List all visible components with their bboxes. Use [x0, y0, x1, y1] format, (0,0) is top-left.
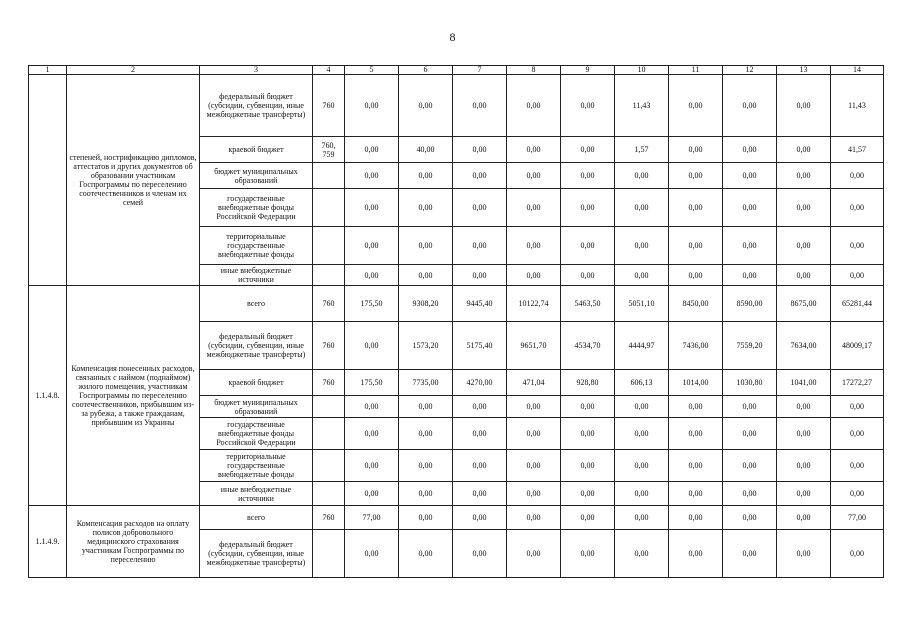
value-cell: 0,00 — [831, 530, 884, 578]
value-cell: 0,00 — [399, 450, 453, 482]
item-description: степеней, нострификацию дипломов, аттестатов и других документов об образовании участникам Госпрограммы по переселению соотечественников и членам их семей — [67, 75, 200, 286]
value-cell: 0,00 — [507, 530, 561, 578]
value-cell: 0,00 — [345, 530, 399, 578]
value-cell: 0,00 — [831, 396, 884, 418]
value-cell: 0,00 — [831, 482, 884, 506]
value-cell: 77,00 — [345, 506, 399, 530]
value-cell: 0,00 — [669, 75, 723, 137]
budget-code — [313, 418, 345, 450]
value-cell: 606,13 — [615, 370, 669, 396]
table-body — [29, 66, 884, 578]
budget-code — [313, 189, 345, 227]
value-cell: 0,00 — [453, 163, 507, 189]
item-description: Компенсация понесенных расходов, связанных с наймом (поднаймом) жилого помещения, участникам Госпрограммы по переселению соотечественников, прибывшим из-за рубежа, а также гражданам, прибывшим из Украины — [67, 286, 200, 506]
value-cell: 0,00 — [453, 482, 507, 506]
funding-source: федеральный бюджет (субсидии, субвенции, иные межбюджетные трансферты) — [200, 75, 313, 137]
value-cell: 0,00 — [669, 227, 723, 265]
value-cell: 0,00 — [669, 163, 723, 189]
header-cell: 7 — [453, 66, 507, 75]
value-cell: 0,00 — [723, 75, 777, 137]
value-cell: 0,00 — [507, 163, 561, 189]
value-cell: 0,00 — [831, 418, 884, 450]
value-cell: 8450,00 — [669, 286, 723, 322]
funding-source: всего — [200, 506, 313, 530]
value-cell: 0,00 — [723, 450, 777, 482]
item-number: 1.1.4.9. — [29, 506, 67, 578]
value-cell: 77,00 — [831, 506, 884, 530]
value-cell: 0,00 — [399, 265, 453, 286]
value-cell: 11,43 — [615, 75, 669, 137]
budget-code — [313, 265, 345, 286]
value-cell: 0,00 — [723, 530, 777, 578]
value-cell: 0,00 — [561, 450, 615, 482]
funding-source: государственные внебюджетные фонды Российской Федерации — [200, 418, 313, 450]
value-cell: 4534,70 — [561, 322, 615, 370]
value-cell: 0,00 — [615, 189, 669, 227]
value-cell: 9651,70 — [507, 322, 561, 370]
value-cell: 0,00 — [777, 227, 831, 265]
value-cell: 0,00 — [615, 530, 669, 578]
value-cell: 0,00 — [723, 506, 777, 530]
value-cell: 0,00 — [777, 189, 831, 227]
item-number — [29, 75, 67, 286]
value-cell: 0,00 — [669, 265, 723, 286]
value-cell: 1014,00 — [669, 370, 723, 396]
value-cell: 41,57 — [831, 137, 884, 163]
budget-code — [313, 163, 345, 189]
value-cell: 0,00 — [453, 137, 507, 163]
budget-code — [313, 482, 345, 506]
value-cell: 0,00 — [723, 482, 777, 506]
value-cell: 0,00 — [561, 227, 615, 265]
value-cell: 0,00 — [615, 482, 669, 506]
header-cell: 1 — [29, 66, 67, 75]
value-cell: 4270,00 — [453, 370, 507, 396]
header-cell: 11 — [669, 66, 723, 75]
value-cell: 0,00 — [453, 75, 507, 137]
value-cell: 0,00 — [399, 227, 453, 265]
funding-source: федеральный бюджет (субсидии, субвенции, иные межбюджетные трансферты) — [200, 322, 313, 370]
value-cell: 5051,10 — [615, 286, 669, 322]
value-cell: 0,00 — [507, 265, 561, 286]
budget-code — [313, 530, 345, 578]
value-cell: 0,00 — [669, 137, 723, 163]
value-cell: 0,00 — [615, 163, 669, 189]
value-cell: 0,00 — [345, 163, 399, 189]
value-cell: 0,00 — [615, 418, 669, 450]
funding-source: краевой бюджет — [200, 137, 313, 163]
value-cell: 0,00 — [561, 137, 615, 163]
value-cell: 17272,27 — [831, 370, 884, 396]
value-cell: 0,00 — [777, 482, 831, 506]
value-cell: 928,80 — [561, 370, 615, 396]
value-cell: 5175,40 — [453, 322, 507, 370]
value-cell: 0,00 — [561, 265, 615, 286]
value-cell: 0,00 — [615, 450, 669, 482]
value-cell: 7436,00 — [669, 322, 723, 370]
budget-code: 760 — [313, 370, 345, 396]
value-cell: 11,43 — [831, 75, 884, 137]
value-cell: 0,00 — [453, 506, 507, 530]
value-cell: 0,00 — [507, 75, 561, 137]
value-cell: 0,00 — [723, 163, 777, 189]
value-cell: 0,00 — [615, 227, 669, 265]
value-cell: 0,00 — [777, 137, 831, 163]
value-cell: 0,00 — [831, 163, 884, 189]
value-cell: 0,00 — [831, 227, 884, 265]
budget-code — [313, 396, 345, 418]
value-cell: 0,00 — [345, 227, 399, 265]
budget-code: 760 — [313, 506, 345, 530]
value-cell: 7634,00 — [777, 322, 831, 370]
value-cell: 175,50 — [345, 370, 399, 396]
value-cell: 0,00 — [669, 482, 723, 506]
value-cell: 0,00 — [507, 418, 561, 450]
value-cell: 0,00 — [669, 396, 723, 418]
header-cell: 8 — [507, 66, 561, 75]
value-cell: 0,00 — [399, 163, 453, 189]
value-cell: 0,00 — [399, 418, 453, 450]
funding-source: федеральный бюджет (субсидии, субвенции, иные межбюджетные трансферты) — [200, 530, 313, 578]
value-cell: 0,00 — [831, 189, 884, 227]
header-row — [29, 66, 884, 75]
value-cell: 9308,20 — [399, 286, 453, 322]
value-cell: 0,00 — [669, 506, 723, 530]
value-cell: 0,00 — [723, 418, 777, 450]
value-cell: 0,00 — [669, 189, 723, 227]
value-cell: 0,00 — [345, 482, 399, 506]
value-cell: 0,00 — [345, 75, 399, 137]
value-cell: 0,00 — [723, 227, 777, 265]
budget-code: 760 — [313, 322, 345, 370]
item-description: Компенсация расходов на оплату полисов добровольного медицинского страхования участникам Госпрограммы по переселению — [67, 506, 200, 578]
value-cell: 0,00 — [561, 189, 615, 227]
value-cell: 0,00 — [453, 265, 507, 286]
funding-source: бюджет муниципальных образований — [200, 163, 313, 189]
value-cell: 0,00 — [399, 482, 453, 506]
value-cell: 0,00 — [615, 506, 669, 530]
value-cell: 0,00 — [453, 450, 507, 482]
value-cell: 0,00 — [669, 418, 723, 450]
value-cell: 0,00 — [399, 506, 453, 530]
header-cell: 10 — [615, 66, 669, 75]
value-cell: 1573,20 — [399, 322, 453, 370]
value-cell: 0,00 — [669, 530, 723, 578]
value-cell: 0,00 — [615, 265, 669, 286]
funding-source: государственные внебюджетные фонды Российской Федерации — [200, 189, 313, 227]
header-cell: 4 — [313, 66, 345, 75]
funding-source: всего — [200, 286, 313, 322]
funding-source: бюджет муниципальных образований — [200, 396, 313, 418]
value-cell: 0,00 — [399, 75, 453, 137]
funding-source: краевой бюджет — [200, 370, 313, 396]
value-cell: 0,00 — [561, 418, 615, 450]
value-cell: 0,00 — [723, 265, 777, 286]
value-cell: 175,50 — [345, 286, 399, 322]
value-cell: 1041,00 — [777, 370, 831, 396]
value-cell: 0,00 — [561, 506, 615, 530]
value-cell: 0,00 — [399, 396, 453, 418]
value-cell: 0,00 — [345, 265, 399, 286]
value-cell: 0,00 — [669, 450, 723, 482]
budget-code: 760 — [313, 75, 345, 137]
budget-code — [313, 227, 345, 265]
page-number: 8 — [449, 30, 456, 44]
header-cell: 2 — [67, 66, 200, 75]
budget-table — [28, 65, 884, 578]
value-cell: 1030,80 — [723, 370, 777, 396]
table-row — [29, 506, 884, 530]
funding-source: территориальные государственные внебюджетные фонды — [200, 227, 313, 265]
value-cell: 0,00 — [831, 265, 884, 286]
value-cell: 0,00 — [723, 396, 777, 418]
value-cell: 471,04 — [507, 370, 561, 396]
value-cell: 0,00 — [453, 396, 507, 418]
value-cell: 0,00 — [561, 482, 615, 506]
value-cell: 5463,50 — [561, 286, 615, 322]
value-cell: 0,00 — [561, 163, 615, 189]
value-cell: 0,00 — [507, 396, 561, 418]
value-cell: 9445,40 — [453, 286, 507, 322]
value-cell: 0,00 — [777, 265, 831, 286]
header-cell: 3 — [200, 66, 313, 75]
value-cell: 0,00 — [507, 189, 561, 227]
value-cell: 4444,97 — [615, 322, 669, 370]
value-cell: 0,00 — [345, 396, 399, 418]
funding-source: иные внебюджетные источники — [200, 265, 313, 286]
header-cell: 6 — [399, 66, 453, 75]
value-cell: 65281,44 — [831, 286, 884, 322]
value-cell: 8590,00 — [723, 286, 777, 322]
value-cell: 0,00 — [345, 450, 399, 482]
value-cell: 10122,74 — [507, 286, 561, 322]
value-cell: 0,00 — [723, 189, 777, 227]
value-cell: 0,00 — [561, 396, 615, 418]
value-cell: 0,00 — [777, 396, 831, 418]
value-cell: 40,00 — [399, 137, 453, 163]
value-cell: 0,00 — [453, 530, 507, 578]
header-cell: 13 — [777, 66, 831, 75]
value-cell: 0,00 — [345, 137, 399, 163]
value-cell: 0,00 — [453, 418, 507, 450]
value-cell: 0,00 — [777, 418, 831, 450]
value-cell: 0,00 — [777, 506, 831, 530]
table-row — [29, 286, 884, 322]
header-cell: 5 — [345, 66, 399, 75]
value-cell: 7735,00 — [399, 370, 453, 396]
value-cell: 0,00 — [399, 530, 453, 578]
value-cell: 0,00 — [399, 189, 453, 227]
value-cell: 0,00 — [345, 189, 399, 227]
header-cell: 9 — [561, 66, 615, 75]
value-cell: 0,00 — [507, 482, 561, 506]
value-cell: 0,00 — [345, 418, 399, 450]
value-cell: 0,00 — [507, 506, 561, 530]
value-cell: 0,00 — [777, 450, 831, 482]
funding-source: территориальные государственные внебюджетные фонды — [200, 450, 313, 482]
value-cell: 0,00 — [723, 137, 777, 163]
value-cell: 0,00 — [615, 396, 669, 418]
budget-code — [313, 450, 345, 482]
value-cell: 1,57 — [615, 137, 669, 163]
value-cell: 0,00 — [345, 322, 399, 370]
header-cell: 14 — [831, 66, 884, 75]
value-cell: 0,00 — [831, 450, 884, 482]
item-number: 1.1.4.8. — [29, 286, 67, 506]
value-cell: 0,00 — [453, 189, 507, 227]
value-cell: 7559,20 — [723, 322, 777, 370]
header-cell: 12 — [723, 66, 777, 75]
budget-code: 760 — [313, 286, 345, 322]
funding-source: иные внебюджетные источники — [200, 482, 313, 506]
value-cell: 0,00 — [561, 75, 615, 137]
value-cell: 0,00 — [507, 450, 561, 482]
value-cell: 0,00 — [561, 530, 615, 578]
value-cell: 48009,17 — [831, 322, 884, 370]
value-cell: 0,00 — [507, 137, 561, 163]
value-cell: 8675,00 — [777, 286, 831, 322]
table-row — [29, 75, 884, 137]
value-cell: 0,00 — [453, 227, 507, 265]
value-cell: 0,00 — [777, 163, 831, 189]
value-cell: 0,00 — [777, 75, 831, 137]
value-cell: 0,00 — [777, 530, 831, 578]
budget-code: 760, 759 — [313, 137, 345, 163]
value-cell: 0,00 — [507, 227, 561, 265]
